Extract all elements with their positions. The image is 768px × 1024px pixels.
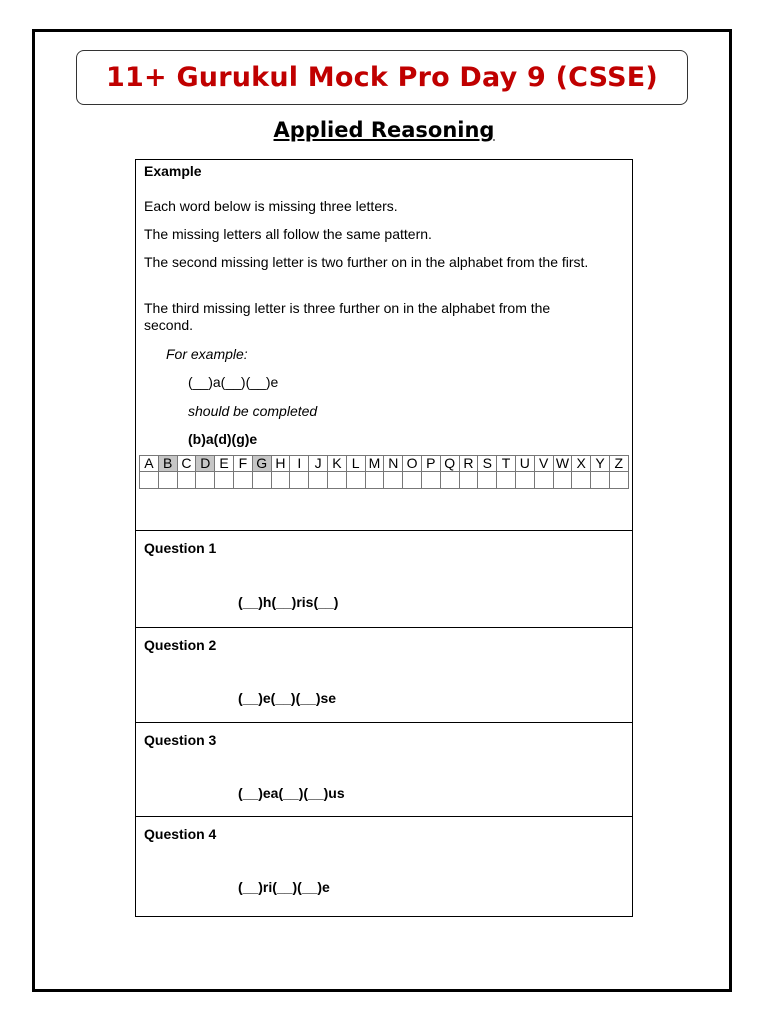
alphabet-cell: Z	[609, 456, 628, 472]
example-heading: Example	[144, 163, 202, 179]
blank-cell	[403, 472, 422, 489]
example-pattern: (__)a(__)(__)e	[188, 374, 279, 390]
question-1-word: (__)h(__)ris(__)	[238, 594, 339, 610]
alphabet-cell: X	[572, 456, 591, 472]
blank-cell	[158, 472, 177, 489]
alphabet-letters-row	[140, 456, 629, 472]
question-1-label: Question 1	[144, 540, 217, 556]
alphabet-cell: L	[346, 456, 365, 472]
should-be-completed-label: should be completed	[188, 403, 318, 419]
alphabet-cell: M	[365, 456, 384, 472]
alphabet-table	[139, 455, 629, 489]
blank-cell	[440, 472, 459, 489]
alphabet-cell: B	[158, 456, 177, 472]
alphabet-cell: O	[403, 456, 422, 472]
blank-cell	[591, 472, 610, 489]
alphabet-blank-row	[140, 472, 629, 489]
instruction-3: The second missing letter is two further on in the alphabet from the first.	[144, 254, 589, 270]
alphabet-cell: E	[215, 456, 234, 472]
alphabet-cell: G	[252, 456, 271, 472]
instruction-4: The third missing letter is three further on in the alphabet from the second.	[144, 300, 551, 333]
blank-cell	[252, 472, 271, 489]
question-3-word: (__)ea(__)(__)us	[238, 785, 345, 801]
example-solution: (b)a(d)(g)e	[188, 431, 258, 447]
question-4-word: (__)ri(__)(__)e	[238, 879, 330, 895]
alphabet-cell: Y	[591, 456, 610, 472]
instruction-1: Each word below is missing three letters.	[144, 198, 398, 214]
question-2-label: Question 2	[144, 637, 217, 653]
question-2-panel	[136, 627, 632, 722]
blank-cell	[384, 472, 403, 489]
blank-cell	[365, 472, 384, 489]
blank-cell	[346, 472, 365, 489]
alphabet-cell: P	[421, 456, 440, 472]
example-panel	[136, 160, 632, 530]
alphabet-cell: S	[478, 456, 497, 472]
blank-cell	[609, 472, 628, 489]
blank-cell	[421, 472, 440, 489]
alphabet-cell: T	[497, 456, 516, 472]
blank-cell	[215, 472, 234, 489]
alphabet-cell: W	[553, 456, 572, 472]
alphabet-cell: H	[271, 456, 290, 472]
alphabet-cell: K	[327, 456, 346, 472]
alphabet-cell: J	[309, 456, 328, 472]
for-example-label: For example:	[166, 346, 248, 362]
alphabet-cell: R	[459, 456, 478, 472]
blank-cell	[140, 472, 159, 489]
blank-cell	[459, 472, 478, 489]
section-subtitle: Applied Reasoning	[273, 118, 495, 142]
blank-cell	[572, 472, 591, 489]
blank-cell	[327, 472, 346, 489]
alphabet-cell: A	[140, 456, 159, 472]
alphabet-cell: V	[534, 456, 553, 472]
alphabet-cell: D	[196, 456, 215, 472]
blank-cell	[515, 472, 534, 489]
question-4-panel	[136, 816, 632, 917]
alphabet-cell: F	[233, 456, 252, 472]
question-2-word: (__)e(__)(__)se	[238, 690, 337, 706]
page-title: 11+ Gurukul Mock Pro Day 9 (CSSE)	[106, 62, 658, 93]
alphabet-cell: C	[177, 456, 196, 472]
blank-cell	[553, 472, 572, 489]
blank-cell	[177, 472, 196, 489]
blank-cell	[478, 472, 497, 489]
question-3-panel	[136, 722, 632, 816]
blank-cell	[290, 472, 309, 489]
instruction-2: The missing letters all follow the same pattern.	[144, 226, 432, 242]
blank-cell	[309, 472, 328, 489]
alphabet-cell: N	[384, 456, 403, 472]
blank-cell	[497, 472, 516, 489]
blank-cell	[196, 472, 215, 489]
blank-cell	[271, 472, 290, 489]
question-3-label: Question 3	[144, 732, 217, 748]
alphabet-cell: U	[515, 456, 534, 472]
question-1-panel	[136, 530, 632, 627]
alphabet-cell: I	[290, 456, 309, 472]
blank-cell	[534, 472, 553, 489]
alphabet-cell: Q	[440, 456, 459, 472]
title-box	[76, 50, 688, 105]
blank-cell	[233, 472, 252, 489]
question-4-label: Question 4	[144, 826, 217, 842]
question-sheet	[135, 159, 633, 917]
